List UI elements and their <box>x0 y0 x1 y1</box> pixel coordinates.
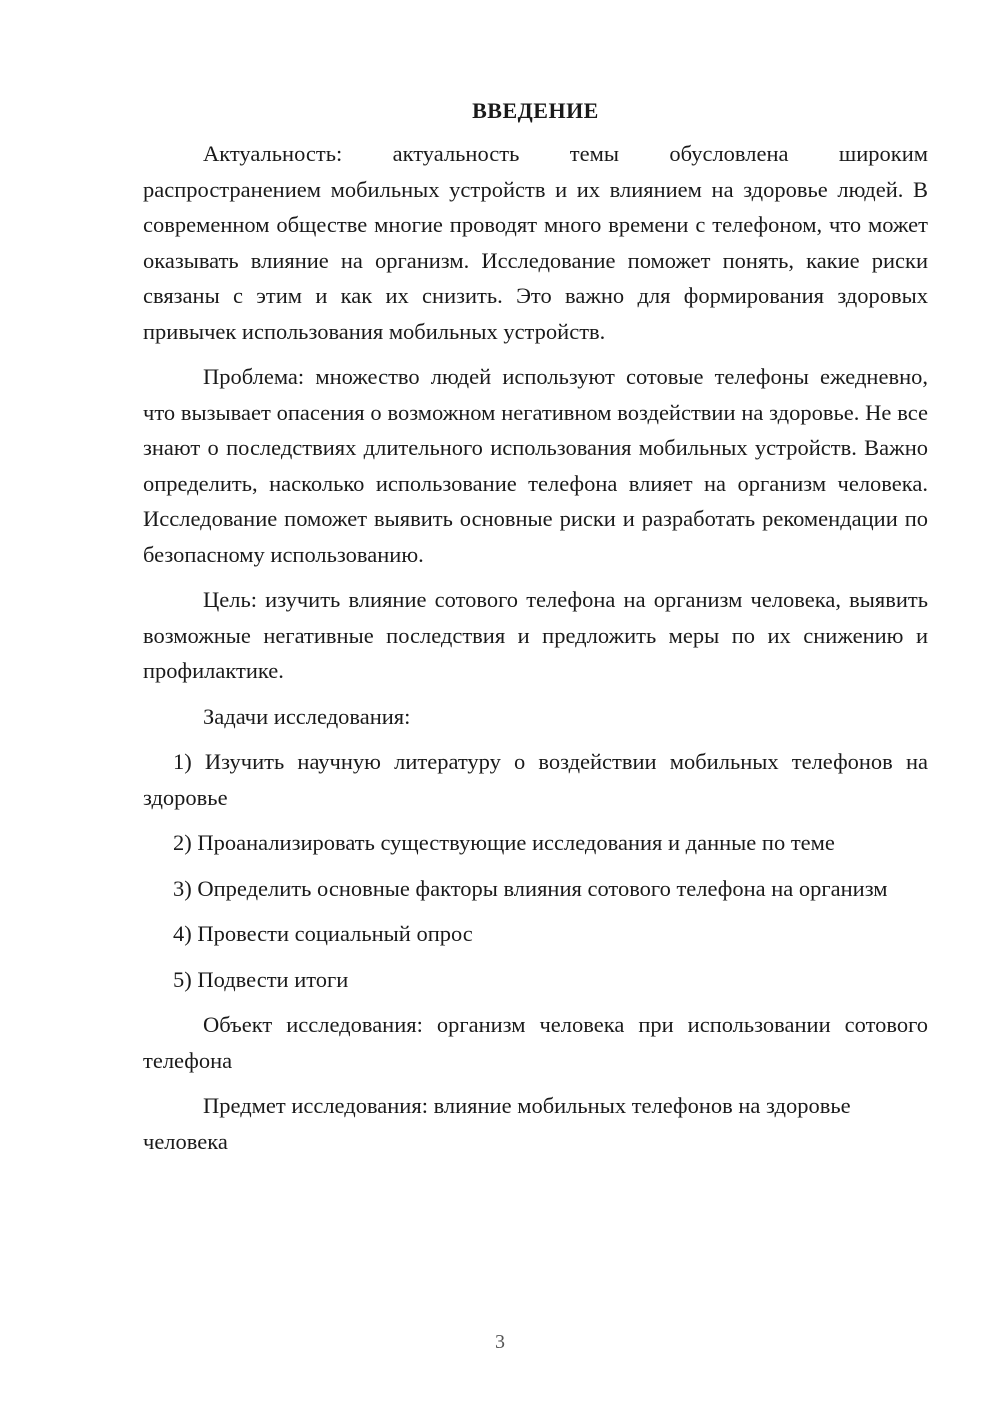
page-number: 3 <box>495 1331 505 1353</box>
subject-paragraph: Предмет исследования: влияние мобильных телефонов на здоровье человека <box>143 1093 851 1154</box>
task-item: 2) Проанализировать существующие исследования и данные по теме <box>173 830 835 855</box>
task-item: 5) Подвести итоги <box>173 966 349 992</box>
section-title: ВВЕДЕНИЕ <box>472 98 599 123</box>
relevance-paragraph: Актуальность: актуальность темы обусловлена широким распространением мобильных устройств и их влиянием на здоровье людей. В современном обществе многие проводят много времени с телефоном, что может оказывать влияние на организм. Исследование поможет понять, какие риски связаны с этим и как их снизить. Это важно для формирования здоровых привычек использования мобильных устройств. <box>143 141 928 344</box>
task-item: 1) Изучить научную литературу о воздействии мобильных телефонов на здоровье <box>143 749 928 810</box>
problem-paragraph: Проблема: множество людей используют сотовые телефоны ежедневно, что вызывает опасения о возможном негативном воздействии на здоровье. Не все знают о последствиях длительного использования мобильных устройств. Важно определить, насколько использование телефона влияет на организм человека. Исследование поможет выявить основные риски и разработать рекомендации по безопасному использованию. <box>143 364 928 567</box>
object-paragraph: Объект исследования: организм человека при использовании сотового телефона <box>143 1012 928 1073</box>
document-page <box>143 96 928 1169</box>
task-item: 3) Определить основные факторы влияния сотового телефона на организм <box>173 875 888 901</box>
tasks-heading: Задачи исследования: <box>203 703 411 729</box>
task-item: 4) Провести социальный опрос <box>173 921 473 946</box>
goal-paragraph: Цель: изучить влияние сотового телефона на организм человека, выявить возможные негативные последствия и предложить меры по их снижению и профилактике. <box>143 587 928 683</box>
